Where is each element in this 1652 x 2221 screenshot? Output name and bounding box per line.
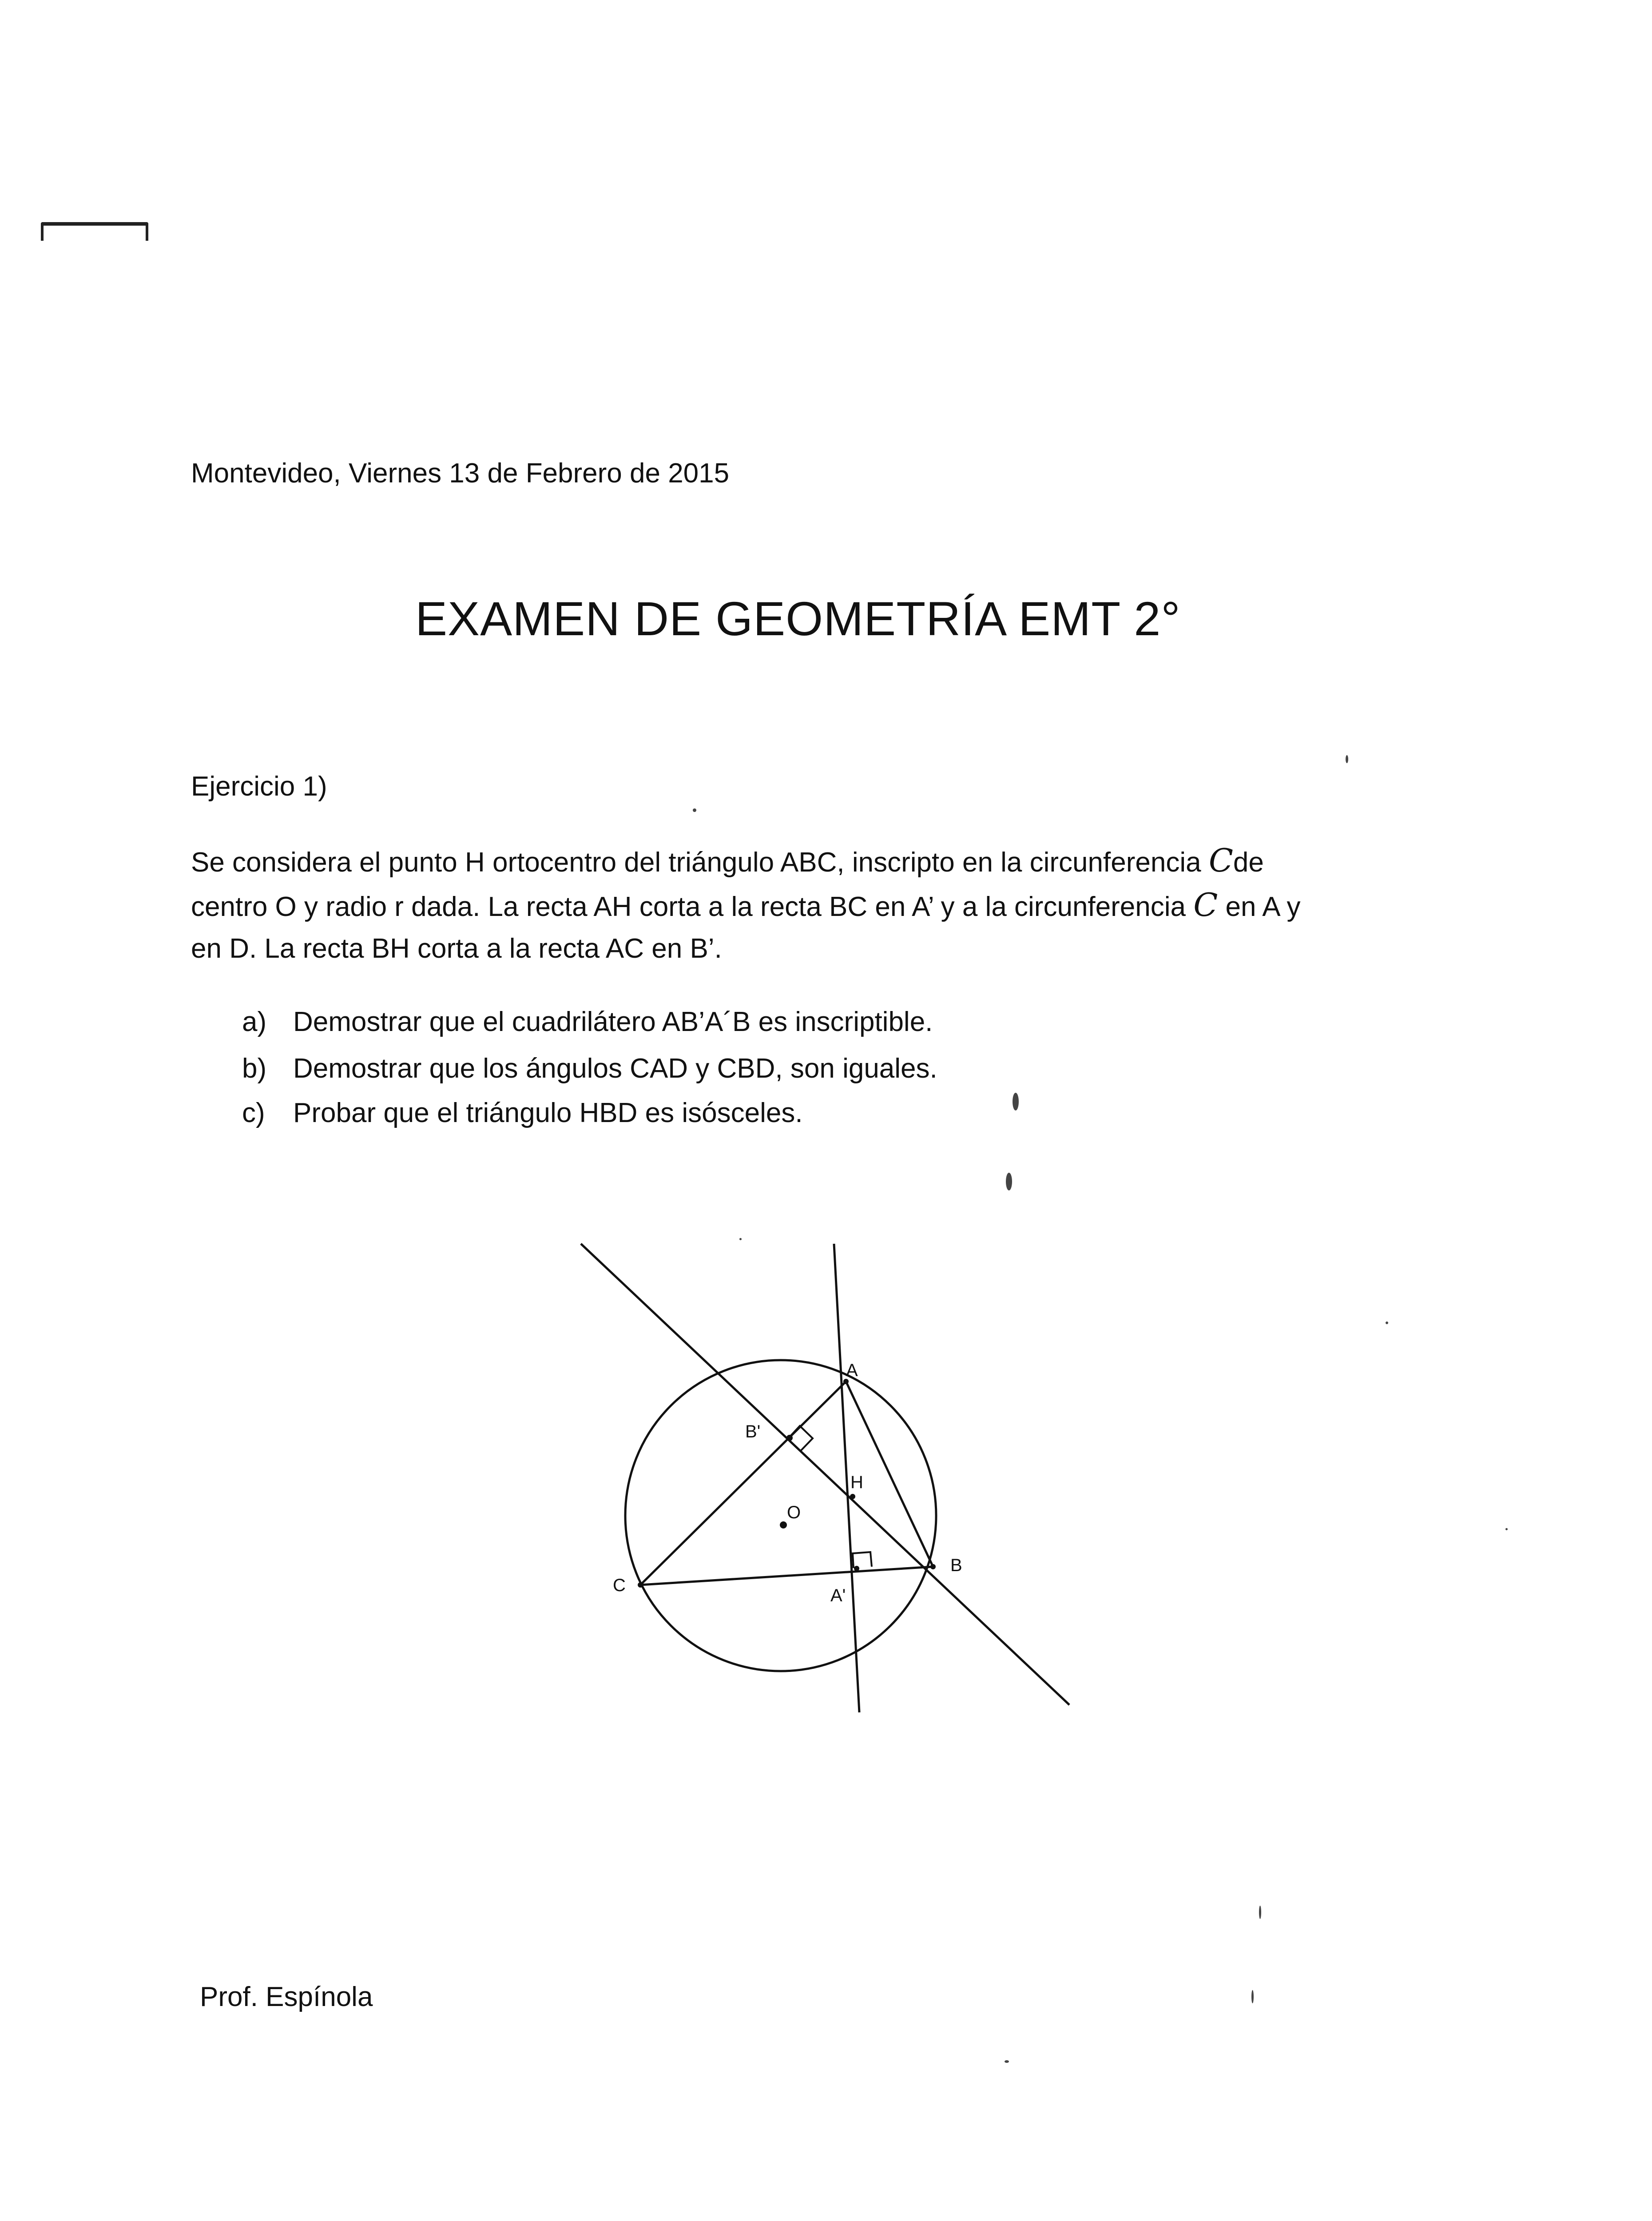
statement-line-1-end: de bbox=[1233, 847, 1264, 878]
circle-script-symbol-2: C bbox=[1193, 886, 1218, 923]
circle-script-symbol: C bbox=[1208, 842, 1233, 879]
statement-line-3: en D. La recta BH corta a la recta AC en B’. bbox=[191, 933, 722, 964]
label-b-prime: B' bbox=[745, 1422, 761, 1441]
point-h bbox=[850, 1494, 855, 1499]
item-text: Demostrar que el cuadrilátero AB’A´B es inscriptible. bbox=[293, 1007, 933, 1037]
scan-speck bbox=[1251, 1990, 1254, 2003]
side-bc bbox=[640, 1567, 933, 1585]
statement-line-1-text: Se considera el punto H ortocentro del triángulo ABC, inscripto en la circunferencia bbox=[191, 847, 1209, 878]
line-bh bbox=[581, 1244, 1069, 1705]
item-label: b) bbox=[242, 1053, 267, 1084]
scan-speck bbox=[1386, 1321, 1388, 1324]
statement-line-2-end: en A y bbox=[1218, 892, 1301, 922]
date-line: Montevideo, Viernes 13 de Febrero de 2015 bbox=[191, 458, 730, 489]
side-ac bbox=[640, 1381, 846, 1585]
circumcircle bbox=[625, 1360, 936, 1671]
scan-speck bbox=[1006, 1173, 1012, 1190]
point-b bbox=[930, 1564, 936, 1569]
item-text: Probar que el triángulo HBD es isósceles. bbox=[293, 1098, 803, 1128]
statement-line-2-text: centro O y radio r dada. La recta AH corta a la recta BC en A’ y a la circunferencia bbox=[191, 892, 1194, 922]
label-a-prime: A' bbox=[830, 1586, 846, 1605]
label-h: H bbox=[850, 1473, 863, 1492]
label-a: A bbox=[846, 1361, 858, 1380]
label-o: O bbox=[787, 1503, 801, 1522]
point-a-prime bbox=[854, 1566, 859, 1571]
point-b-prime bbox=[786, 1435, 793, 1441]
item-label: c) bbox=[242, 1098, 265, 1128]
point-o bbox=[780, 1521, 787, 1528]
page-title: EXAMEN DE GEOMETRÍA EMT 2° bbox=[415, 592, 1181, 645]
scan-speck bbox=[1505, 1528, 1508, 1530]
scan-speck bbox=[1005, 2060, 1009, 2063]
label-c: C bbox=[613, 1576, 626, 1595]
scan-speck bbox=[1013, 1093, 1019, 1110]
item-label: a) bbox=[242, 1007, 267, 1037]
scan-speck bbox=[1346, 755, 1348, 763]
item-text: Demostrar que los ángulos CAD y CBD, son iguales. bbox=[293, 1053, 937, 1084]
scan-speck bbox=[693, 808, 696, 812]
label-b: B bbox=[950, 1556, 962, 1575]
right-angle-mark-aprime bbox=[853, 1552, 872, 1568]
signature: Prof. Espínola bbox=[200, 1982, 373, 2012]
scan-speck bbox=[739, 1238, 742, 1240]
exercise-heading: Ejercicio 1) bbox=[191, 771, 327, 802]
scan-speck bbox=[1259, 1906, 1261, 1919]
point-c bbox=[638, 1582, 643, 1588]
